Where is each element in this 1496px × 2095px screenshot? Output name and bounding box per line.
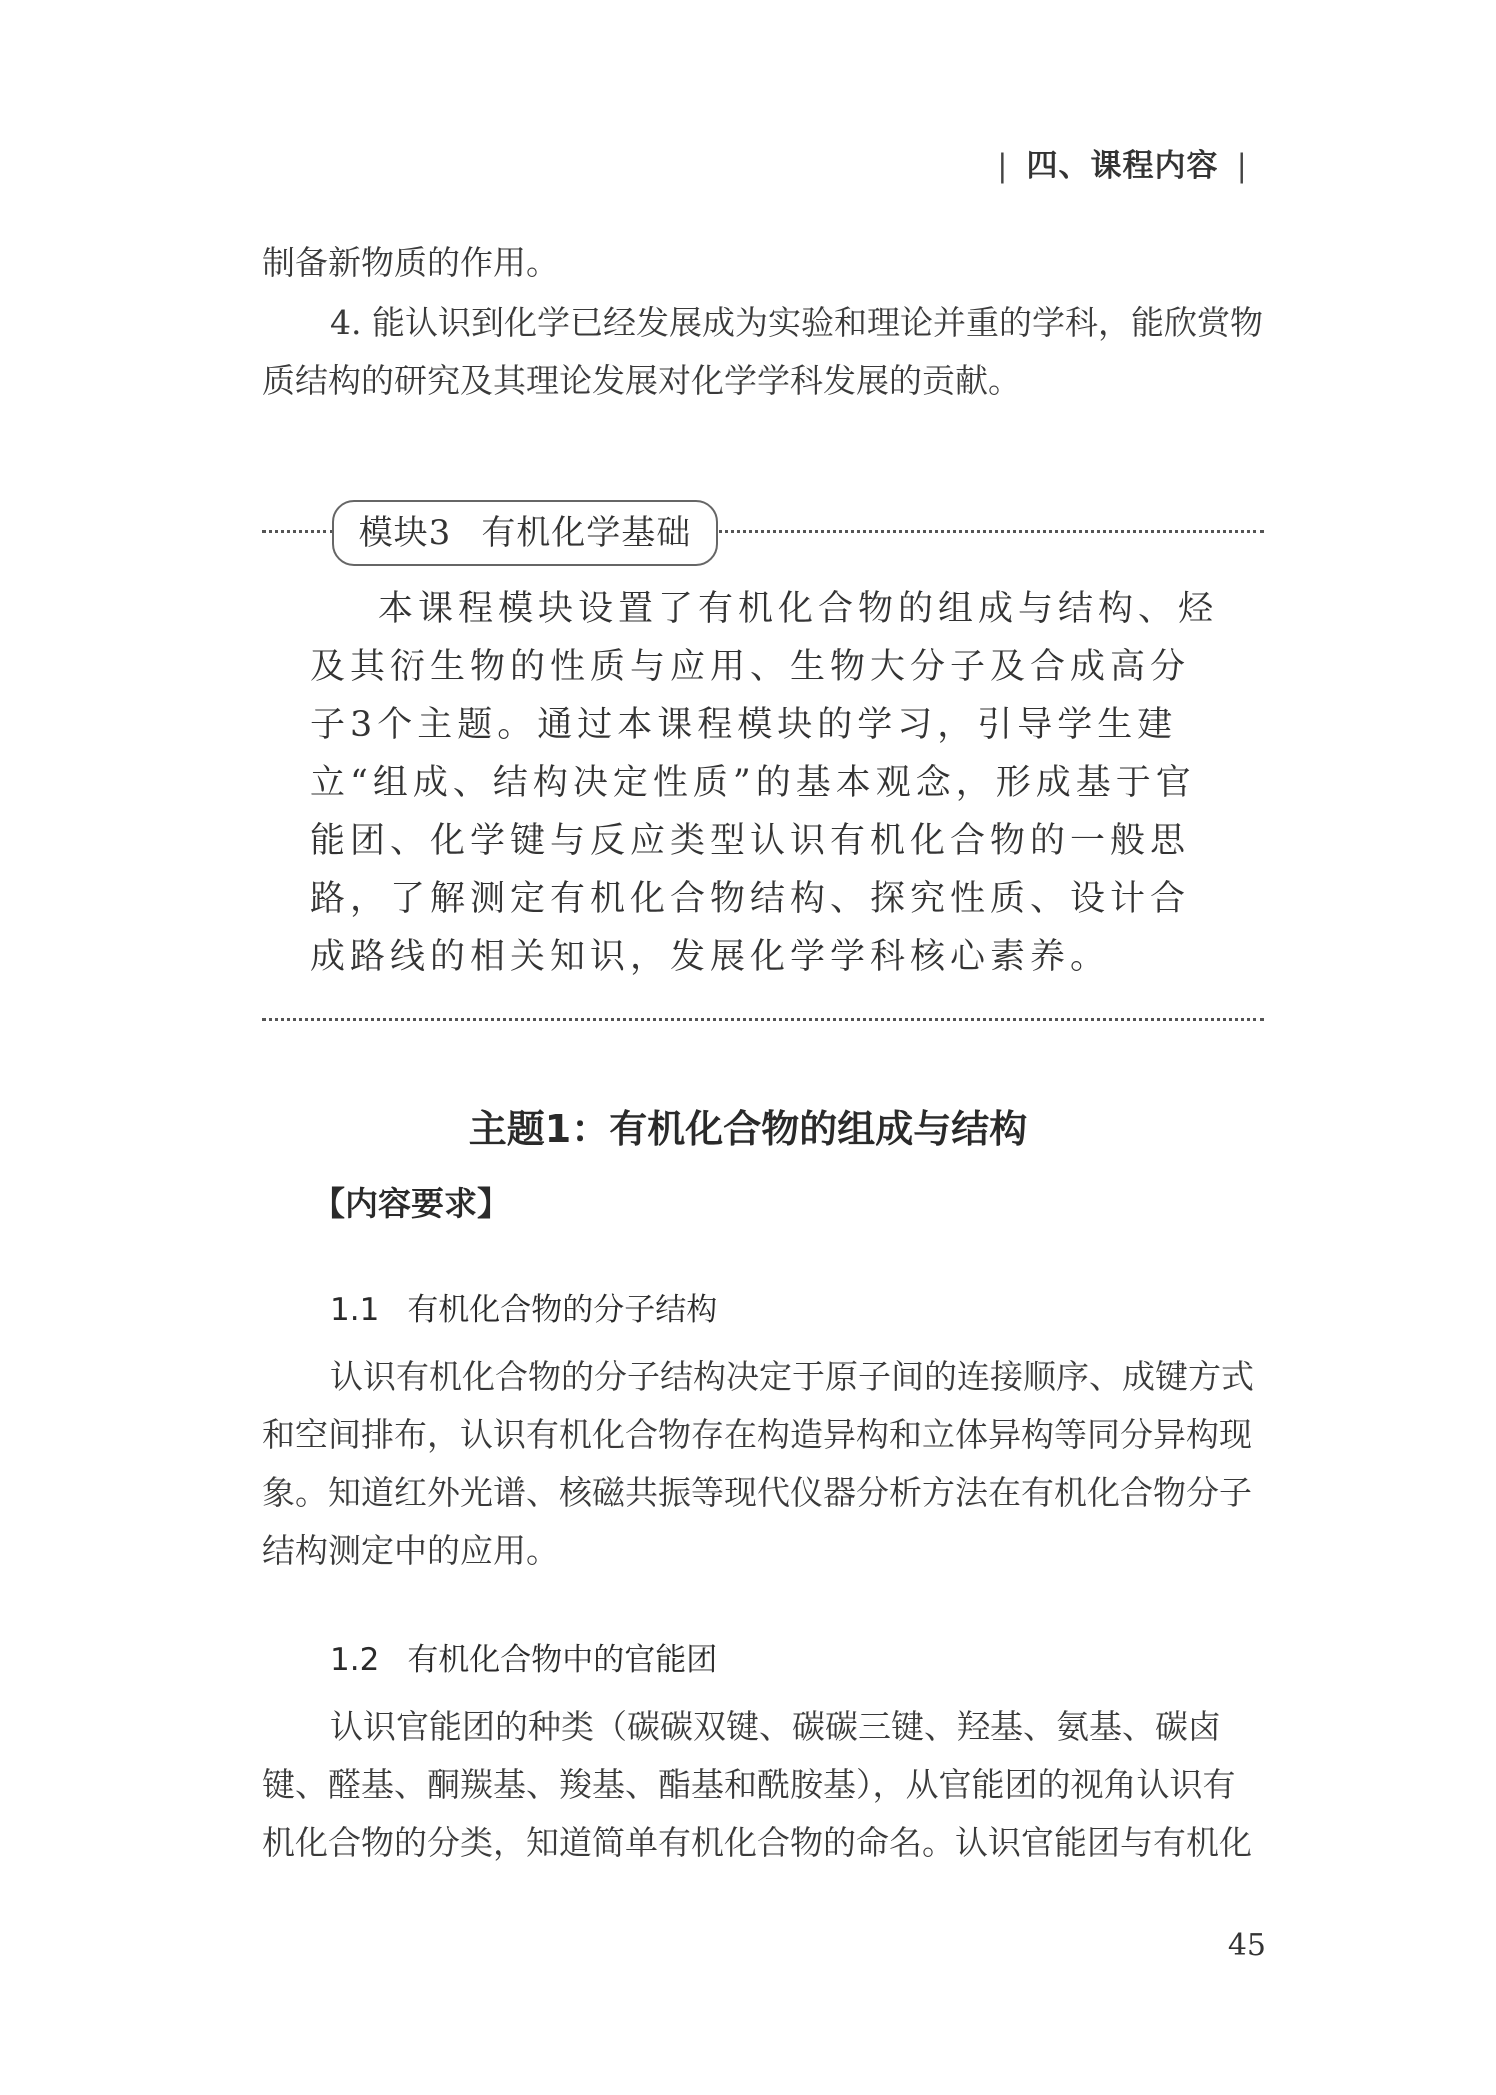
running-header — [979, 140, 1266, 185]
requirements-heading: 【内容要求】 — [312, 1184, 510, 1223]
module-bottom-rule — [262, 1018, 1264, 1021]
header-divider-left: | — [997, 148, 1009, 184]
continuation-line: 制备新物质的作用。 — [262, 243, 559, 282]
topic-title: 主题1：有机化合物的组成与结构 — [468, 1107, 1028, 1151]
module-top-rule-right — [712, 530, 1264, 533]
module-label — [332, 500, 718, 566]
module-top-rule-left — [262, 530, 334, 533]
objective-paragraph-4: 4. 能认识到化学已经发展成为实验和理论并重的学科，能欣赏物质结构的研究及其理论发展对化学学科发展的贡献。 — [262, 303, 1263, 400]
section-title: 四、课程内容 — [1026, 148, 1219, 184]
page-number: 45 — [1227, 1928, 1266, 1963]
header-divider-right: | — [1236, 148, 1248, 184]
section-heading-1-1 — [330, 1284, 717, 1329]
section-number: 1.2 — [330, 1642, 380, 1678]
section-title: 有机化合物中的官能团 — [407, 1642, 718, 1678]
section-heading-1-2 — [330, 1634, 717, 1679]
section-body-1-1: 认识有机化合物的分子结构决定于原子间的连接顺序、成键方式和空间排布，认识有机化合物存在构造异构和立体异构等同分异构现象。知道红外光谱、核磁共振等现代仪器分析方法在有机化合物分子结构测定中的应用。 — [262, 1357, 1254, 1570]
module-title: 有机化学基础 — [481, 513, 692, 553]
section-number: 1.1 — [330, 1292, 380, 1328]
module-index: 模块3 — [358, 513, 452, 553]
section-body-1-2: 认识官能团的种类（碳碳双键、碳碳三键、羟基、氨基、碳卤键、醛基、酮羰基、羧基、酯基和酰胺基），从官能团的视角认识有机化合物的分类，知道简单有机化合物的命名。认识官能团与有机化 — [262, 1707, 1252, 1862]
section-title: 有机化合物的分子结构 — [407, 1292, 718, 1328]
module-description: 本课程模块设置了有机化合物的组成与结构、烃及其衍生物的性质与应用、生物大分子及合成高分子3个主题。通过本课程模块的学习，引导学生建立“组成、结构决定性质”的基本观念，形成基于官能团、化学键与反应类型认识有机化合物的一般思路，了解测定有机化合物结构、探究性质、设计合成路线的相关知识，发展化学学科核心素养。 — [310, 589, 1219, 977]
